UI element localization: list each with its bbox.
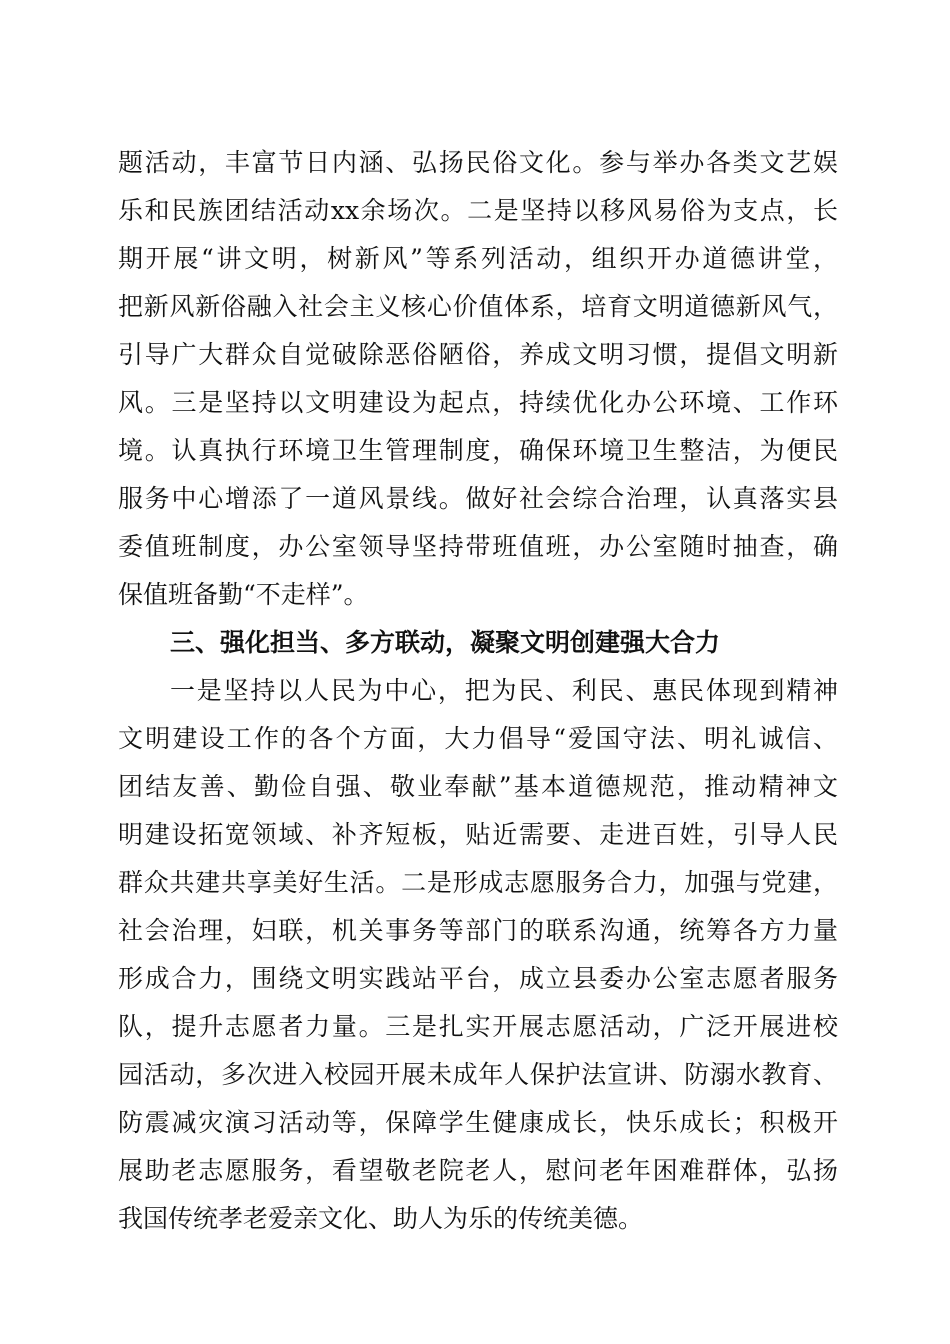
paragraph-line: 我国传统孝老爱亲文化、助人为乐的传统美德。	[118, 1204, 644, 1233]
paragraph-line: 园活动，多次进入校园开展未成年人保护法宣讲、防溺水教育、	[118, 1060, 838, 1089]
paragraph-line: 服务中心增添了一道风景线。做好社会综合治理，认真落实县	[118, 484, 838, 513]
paragraph-line: 团结友善、勤俭自强、敬业奉献”基本道德规范，推动精神文	[118, 772, 838, 801]
paragraph-line: 队，提升志愿者力量。三是扎实开展志愿活动，广泛开展进校	[118, 1012, 838, 1041]
section-heading: 三、强化担当、多方联动，凝聚文明创建强大合力	[170, 628, 721, 657]
paragraph-line: 群众共建共享美好生活。二是形成志愿服务合力，加强与党建，	[118, 868, 838, 897]
paragraph-line: 形成合力，围绕文明实践站平台，成立县委办公室志愿者服务	[118, 964, 838, 993]
paragraph-line: 社会治理，妇联，机关事务等部门的联系沟通，统筹各方力量	[118, 916, 838, 945]
paragraph-line: 期开展“讲文明，树新风”等系列活动，组织开办道德讲堂，	[118, 244, 838, 273]
paragraph-line: 保值班备勤“不走样”。	[118, 580, 369, 609]
paragraph-line: 展助老志愿服务，看望敬老院老人，慰问老年困难群体，弘扬	[118, 1156, 838, 1185]
paragraph-line: 防震减灾演习活动等，保障学生健康成长，快乐成长；积极开	[118, 1108, 838, 1137]
paragraph-line: 风。三是坚持以文明建设为起点，持续优化办公环境、工作环	[118, 388, 838, 417]
paragraph-line: 文明建设工作的各个方面，大力倡导“爱国守法、明礼诚信、	[118, 724, 838, 753]
paragraph-line: 一是坚持以人民为中心，把为民、利民、惠民体现到精神	[170, 676, 838, 705]
paragraph-line: 题活动，丰富节日内涵、弘扬民俗文化。参与举办各类文艺娱	[118, 148, 838, 177]
paragraph-line: 委值班制度，办公室领导坚持带班值班，办公室随时抽查，确	[118, 532, 838, 561]
paragraph-line: 引导广大群众自觉破除恶俗陋俗，养成文明习惯，提倡文明新	[118, 340, 838, 369]
paragraph-line: 明建设拓宽领域、补齐短板，贴近需要、走进百姓，引导人民	[118, 820, 838, 849]
paragraph-line: 乐和民族团结活动xx余场次。二是坚持以移风易俗为支点，长	[118, 196, 838, 225]
paragraph-line: 把新风新俗融入社会主义核心价值体系，培育文明道德新风气，	[118, 292, 838, 321]
paragraph-line: 境。认真执行环境卫生管理制度，确保环境卫生整洁，为便民	[118, 436, 838, 465]
